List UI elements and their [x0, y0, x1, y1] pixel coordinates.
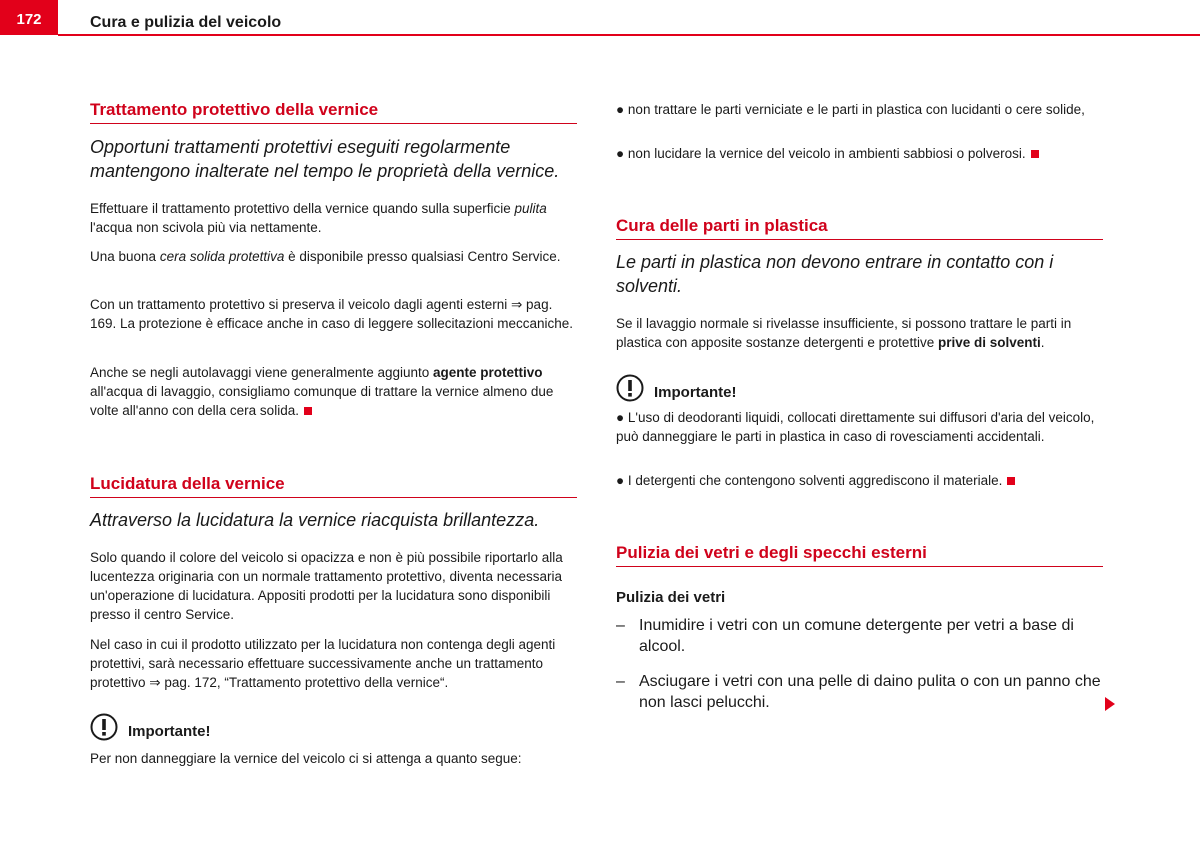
continue-arrow-icon — [1105, 697, 1115, 711]
section-lead-trattamento: Opportuni trattamenti protettivi eseguiti regolarmente mantengono inalterate nel tempo le proprietà della vernice. — [90, 137, 560, 181]
header-rule — [58, 34, 1200, 36]
step-text: Asciugare i vetri con una pelle di daino pulita o con un panno che non lasci pelucchi. — [639, 673, 1101, 711]
section-title-lucidatura: Lucidatura della vernice — [90, 474, 577, 498]
paragraph: Nel caso in cui il prodotto utilizzato per la lucidatura non contenga degli agenti protettivi, sarà necessario effettuare successivamente anche un trattamento protettivo ⇒ pag. 172, “Trattamento protettivo della vernice“. — [90, 637, 556, 690]
bullet-dot: ● — [616, 102, 625, 117]
step-item — [616, 615, 1103, 657]
running-header-title: Cura e pulizia del veicolo — [90, 14, 282, 31]
paragraph: Solo quando il colore del veicolo si opacizza e non è più possibile riportarlo alla lucentezza originaria con un normale trattamento protettivo, diventa necessaria un'operazione di lucidatura. Appositi prodotti per la lucidatura sono disponibili presso il centro Service. — [90, 550, 563, 622]
paragraph: Per non danneggiare la vernice del veicolo ci si attenga a quanto segue: — [90, 751, 522, 766]
important-title: Importante! — [654, 384, 737, 401]
warning-exclamation-icon — [616, 374, 644, 402]
section-lead-plastica: Le parti in plastica non devono entrare in contatto con i solventi. — [616, 252, 1054, 296]
paragraph: Una buona cera solida protettiva è disponibile presso qualsiasi Centro Service. — [90, 249, 561, 264]
step-text: Inumidire i vetri con un comune detergente per vetri a base di alcool. — [639, 617, 1074, 655]
section-title-vetri: Pulizia dei vetri e degli specchi esterni — [616, 543, 1103, 567]
important-title: Importante! — [128, 723, 211, 740]
bullet-dot: ● — [616, 473, 625, 488]
end-of-section-mark — [1031, 150, 1039, 158]
list-item: ● non lucidare la vernice del veicolo in ambienti sabbiosi o polverosi. — [616, 144, 1103, 163]
end-of-section-mark — [1007, 477, 1015, 485]
section-title-plastica: Cura delle parti in plastica — [616, 216, 1103, 240]
list-item: ● L'uso di deodoranti liquidi, collocati direttamente sui diffusori d'aria del veicolo, può danneggiare le parti in plastica in caso di rovesciamenti accidentali. — [616, 410, 1095, 444]
step-item — [616, 671, 1103, 713]
list-item: ● non trattare le parti verniciate e le parti in plastica con lucidanti o cere solide, — [616, 102, 1085, 117]
cross-reference-arrow: ⇒ — [149, 675, 161, 690]
bullet-dot: ● — [616, 410, 625, 425]
page-number: 172 — [0, 0, 58, 35]
subheading: Pulizia dei vetri — [616, 589, 726, 606]
paragraph: Con un trattamento protettivo si preserva il veicolo dagli agenti esterni ⇒ pag. 169. La protezione è efficace anche in caso di leggere sollecitazioni meccaniche. — [90, 297, 574, 331]
section-lead-lucidatura: Attraverso la lucidatura la vernice riacquista brillantezza. — [90, 510, 540, 530]
section-title-trattamento: Trattamento protettivo della vernice — [90, 100, 577, 124]
list-item: ● I detergenti che contengono solventi aggrediscono il materiale. — [616, 471, 1103, 490]
warning-exclamation-icon — [90, 713, 118, 741]
paragraph: Effettuare il trattamento protettivo della vernice quando sulla superficie pulita l'acqua non scivola più via nettamente. — [90, 201, 547, 235]
end-of-section-mark — [304, 407, 312, 415]
dash-mark: – — [616, 673, 625, 690]
paragraph: Se il lavaggio normale si rivelasse insufficiente, si possono trattare le parti in plastica con apposite sostanze detergenti e protettive prive di solventi. — [616, 316, 1072, 350]
paragraph: Anche se negli autolavaggi viene generalmente aggiunto agente protettivo all'acqua di lavaggio, consigliamo comunque di trattare la vernice almeno due volte all'anno con della cera solida. — [90, 365, 554, 418]
dash-mark: – — [616, 617, 625, 634]
bullet-dot: ● — [616, 146, 625, 161]
cross-reference-arrow: ⇒ — [510, 297, 523, 312]
